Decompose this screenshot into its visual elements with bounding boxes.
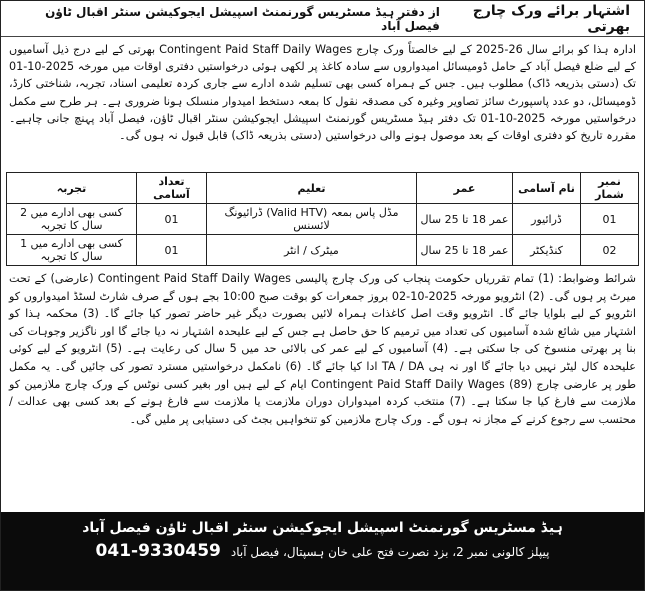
vacancy-table <box>6 172 639 266</box>
column-header-education: تعلیم <box>207 173 417 204</box>
cell-serial: 02 <box>581 235 639 266</box>
cell-post: کنڈیکٹر <box>513 235 581 266</box>
cell-experience: کسی بھی ادارے میں 1 سال کا تجربہ <box>7 235 137 266</box>
cell-post: ڈرائیور <box>513 204 581 235</box>
cell-education: میٹرک / انٹر <box>207 235 417 266</box>
column-header-vacancies: تعداد آسامی <box>137 173 207 204</box>
table-row <box>7 204 639 235</box>
footer-banner <box>1 512 644 590</box>
column-header-age: عمر <box>417 173 513 204</box>
cell-vacancies: 01 <box>137 204 207 235</box>
header <box>1 1 644 37</box>
footer-office-name: ہیڈ مسٹریس گورنمنٹ اسپیشل ایجوکیشن سنٹر اقبال ٹاؤن فیصل آباد <box>82 520 563 536</box>
cell-serial: 01 <box>581 204 639 235</box>
terms-and-conditions: شرائط وضوابط: (1) تمام تقرریاں حکومت پنجاب کی ورک چارج پالیسی Contingent Paid Staff Daily Wages (عارضی) کے تحت میرٹ پر ہوں گی۔ (2) انٹرویو مورخہ 2025-10-02 بروز جمعرات کو بوقت صبح 10:00 بجے ہوں گے صرف شارٹ لسٹڈ امیدواروں کو انٹرویو کے لیے بلوایا جائے گا۔ انٹرویو وقت اصل کاغذات ہمراہ لائیں بصورت دیگر غیر حاضر تصور کیا جائے گا۔ (3) محکمہ ہذا کو اشتہار میں شائع شدہ آسامیوں کی تعداد میں ترمیم کا حق حاصل ہے جس کے لیے علیحدہ اشتہار نہ دیا جائے گا اور ناگزیر وجوہات کی بنا پر بھرتی منسوخ کی جا سکتی ہے۔ (4) آسامیوں کے لیے عمر کی بالائی حد میں 5 سال کی رعایت ہے۔ (5) انٹرویو کے لیے کوئی علیحدہ کال لیٹر نہیں دیا جائے گا اور نہ ہی TA / DA ادا کیا جائے گا۔ (6) نامکمل درخواستیں مسترد تصور کی جائیں گی۔ یہ مکمل طور پر عارضی چارج (89) Contingent Paid Staff Daily Wages ایام کے لیے ہیں اور بغیر کسی نوٹس کے ورک چارج ملازمین کو ملازمت سے فارغ کیا جا سکتا ہے۔ (7) منتخب کردہ امیدواران دوران ملازمت یا ملازمت سے فارغ ہونے کے بعد کسی بھی عدالت / محتسب سے رجوع کرنے کے مجاز نہ ہوں گے۔ ورک چارج ملازمین کو تنخواہیں بجٹ کی دستیابی پر ملیں گی۔ <box>9 272 637 426</box>
cell-vacancies: 01 <box>137 235 207 266</box>
cell-age: عمر 18 تا 25 سال <box>417 235 513 266</box>
cell-experience: کسی بھی ادارے میں 2 سال کا تجربہ <box>7 204 137 235</box>
cell-education: مڈل پاس بمعہ (Valid HTV) ڈرائیونگ لائسنس <box>207 204 417 235</box>
advertisement-title: اشتہار برائے ورک چارج بھرتی <box>472 2 630 35</box>
footer-phone: 041-9330459 <box>95 541 221 561</box>
cell-age: عمر 18 تا 25 سال <box>417 204 513 235</box>
footer-address: پیپلز کالونی نمبر 2، بزد نصرت فتح علی خان ہسپتال، فیصل آباد <box>230 545 550 559</box>
column-header-post: نام آسامی <box>513 173 581 204</box>
intro-paragraph: ادارہ ہذا کو برائے سال 26-2025 کے لیے خالصتاً ورک چارج Contingent Paid Staff Daily Wages بھرتی کے لیے درج ذیل آسامیوں کے لیے ضلع فیصل آباد کے حامل ڈومیسائل امیدواروں سے سادہ کاغذ پر لکھی ہوئی درخواستیں دفتری اوقات میں مورخہ 2025-10-01 تک (دستی بذریعہ ڈاک) مطلوب ہیں۔ جس کے ہمراہ کسی بھی تسلیم شدہ ادارے سے جاری کردہ تعلیمی اسناد، تجربہ، شناختی کارڈ، ڈومیسائل، دو عدد پاسپورٹ سائز تصاویر وغیرہ کی مصدقہ نقول کا بمعہ دستخط امیدوار منسلک ہونا ضروری ہے۔ ہر طرح سے مکمل درخواستیں مورخہ 2025-10-01 تک دفتر ہیڈ مسٹریس گورنمنٹ اسپیشل ایجوکیشن سنٹر اقبال ٹاؤن، فیصل آباد پہنچ جانی چاہیے۔ مقررہ تاریخ کو دفتری اوقات کے بعد موصول ہونے والی درخواستیں (دستی بذریعہ ڈاک) قابل قبول نہ ہوں گی۔ <box>9 43 637 143</box>
column-header-serial: نمبر شمار <box>581 173 639 204</box>
issuing-office: از دفتر ہیڈ مسٹریس گورنمنٹ اسپیشل ایجوکیشن سنٹر اقبال ٹاؤن فیصل آباد <box>45 4 440 33</box>
table-row <box>7 235 639 266</box>
footer-contact <box>1 538 644 565</box>
column-header-experience: تجربہ <box>7 173 137 204</box>
table-header-row <box>7 173 639 204</box>
